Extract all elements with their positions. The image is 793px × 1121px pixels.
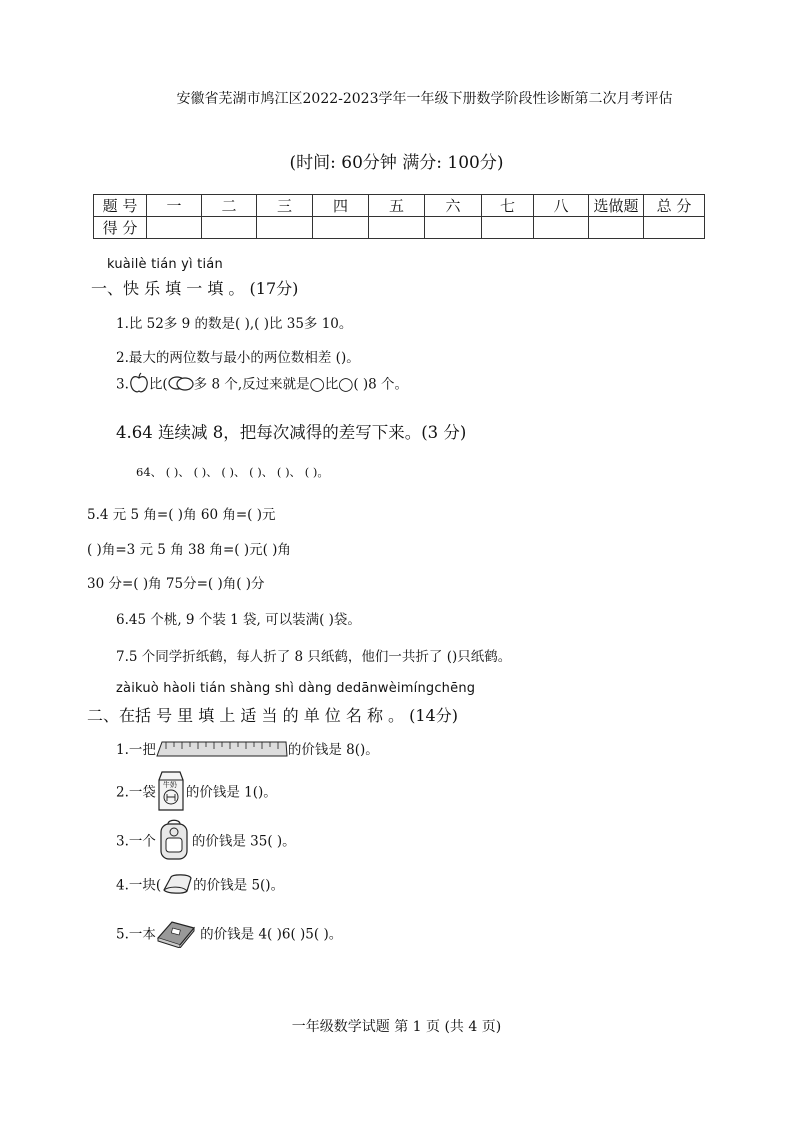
section1-heading: 一、快 乐 填 一 填 。 (17分): [91, 279, 299, 298]
question-2-5-text-b: 的价钱是 4( )6( )5( )。: [195, 926, 343, 943]
score-cell[interactable]: [313, 217, 369, 239]
column-header: 二: [202, 195, 257, 217]
row-label: 得 分: [94, 217, 147, 239]
section2-heading: 二、在括 号 里 填 上 适 当 的 单 位 名 称 。 (14分): [87, 706, 458, 725]
question-1-3-number: 3.: [116, 376, 129, 393]
question-2-2: [116, 770, 277, 816]
question-1-1: 1.比 52多 9 的数是( ),( )比 35多 10。: [116, 316, 353, 332]
score-cell[interactable]: [369, 217, 425, 239]
backpack-icon: [156, 818, 192, 866]
score-table: [93, 194, 705, 239]
question-2-3-text-a: 3.一个: [116, 833, 156, 850]
question-1-5-line3: 30 分=( )角 75分=( )角( )分: [87, 576, 265, 592]
exam-time-info: (时间: 60分钟 满分: 100分): [289, 153, 504, 173]
score-cell[interactable]: [589, 217, 644, 239]
score-cell[interactable]: [257, 217, 313, 239]
column-header: 一: [147, 195, 202, 217]
question-1-7: 7.5 个同学折纸鹤，每人折了 8 只纸鹤，他们一共折了 ()只纸鹤。: [116, 649, 512, 665]
question-1-2: 2.最大的两位数与最小的两位数相差 ()。: [116, 350, 360, 366]
question-2-3: [116, 818, 296, 866]
column-header: 七: [482, 195, 534, 217]
question-2-1-text-a: 1.一把: [116, 742, 156, 758]
column-header: 五: [369, 195, 425, 217]
question-2-1: [116, 738, 379, 763]
question-2-1-text-b: 的价钱是 8()。: [287, 742, 379, 758]
question-1-4-answer-line: 64、 ( )、 ( )、 ( )、 ( )、 ( )、 ( )。: [136, 465, 329, 479]
question-2-2-text-b: 的价钱是 1()。: [185, 784, 277, 801]
question-2-5: [116, 918, 342, 952]
question-1-5-line1: 5.4 元 5 角=( )角 60 角=( )元: [87, 507, 276, 523]
ruler-icon: [156, 739, 288, 763]
page-footer: 一年级数学试题 第 1 页 (共 4 页): [291, 1019, 502, 1035]
section1-pinyin: kuàilè tián yì tián: [107, 257, 223, 272]
column-header: 六: [425, 195, 482, 217]
question-2-2-text-a: 2.一袋: [116, 784, 156, 801]
book-icon: [156, 918, 196, 952]
score-cell[interactable]: [425, 217, 482, 239]
milk-label: 牛奶: [162, 781, 177, 789]
question-1-4: 4.64 连续减 8，把每次减得的差写下来。(3 分): [116, 423, 467, 442]
column-header: 三: [257, 195, 313, 217]
score-cell[interactable]: [147, 217, 202, 239]
question-2-4-text-a: 4.一块(: [116, 877, 162, 894]
question-1-5-line2: ( )角=3 元 5 角 38 角=( )元( )角: [87, 542, 291, 558]
score-table-score-row: [94, 217, 705, 239]
row-label: 题 号: [94, 195, 147, 217]
column-header: 选做题: [589, 195, 644, 217]
score-cell[interactable]: [482, 217, 534, 239]
eraser-icon: [161, 872, 193, 900]
column-header: 总 分: [644, 195, 705, 217]
milk-carton-icon: [156, 770, 186, 816]
section2-pinyin: zàikuò hàoli tián shàng shì dàng dedānwèimíngchēng: [116, 681, 476, 696]
question-1-3-text-a: 比(: [148, 376, 168, 393]
pear-group-icon: [168, 375, 194, 395]
question-1-3-text-b: 多 8 个,反过来就是◯比◯( )8 个。: [193, 376, 409, 393]
apple-icon: [129, 372, 149, 398]
column-header: 四: [313, 195, 369, 217]
column-header: 八: [534, 195, 589, 217]
page-title: 安徽省芜湖市鸠江区2022-2023学年一年级下册数学阶段性诊断第二次月考评估: [176, 91, 673, 107]
question-2-3-text-b: 的价钱是 35( )。: [191, 833, 296, 850]
question-2-4: [116, 872, 284, 900]
question-1-6: 6.45 个桃, 9 个装 1 袋, 可以装满( )袋。: [116, 612, 361, 628]
score-cell[interactable]: [202, 217, 257, 239]
score-cell[interactable]: [644, 217, 705, 239]
question-2-5-text-a: 5.一本: [116, 926, 156, 943]
score-table-header-row: [94, 195, 705, 217]
question-2-4-text-b: 的价钱是 5()。: [193, 877, 285, 894]
score-cell[interactable]: [534, 217, 589, 239]
question-1-3: [116, 372, 408, 398]
